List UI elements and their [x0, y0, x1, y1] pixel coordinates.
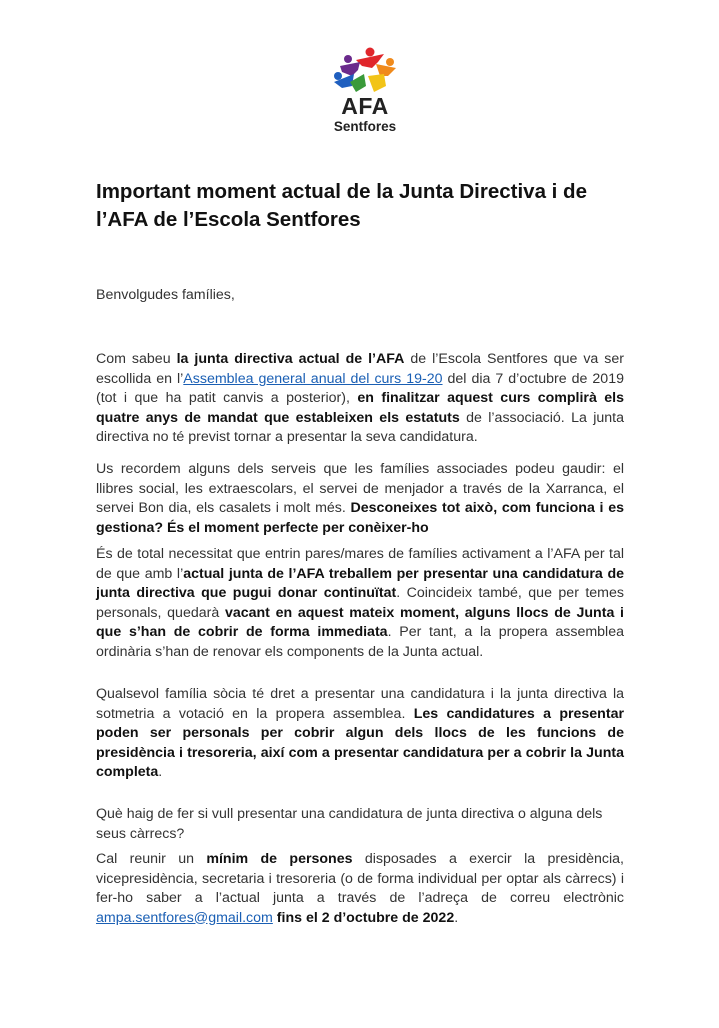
p3-text-3: . Per tant, a la propera assemblea ordinària s’han de renovar els components de la Junta actual.: [96, 624, 624, 660]
p1-bold-1: la junta directiva actual de l’AFA: [176, 351, 405, 367]
assembly-link[interactable]: Assemblea general anual del curs 19-20: [183, 370, 443, 387]
p6-text-1: Cal reunir un: [96, 851, 207, 867]
p3-bold-2: vacant en aquest mateix moment, alguns llocs de Junta i que s’han de cobrir de forma immediata: [96, 604, 624, 640]
p6-text-4: .: [454, 909, 459, 926]
p6-bold-2: fins el 2 d’octubre de 2022: [276, 909, 455, 926]
p1-bold-2: en finalitzar aquest curs complirà els quatre anys de mandat que estableixen els estatuts: [96, 390, 624, 426]
greeting: Benvolgudes famílies,: [96, 287, 235, 303]
p1-text-4: de l’associació. La junta directiva no té previst tornar a presentar la seva candidatura.: [96, 409, 624, 445]
paragraph-3: [96, 545, 624, 662]
email-link[interactable]: ampa.sentfores@gmail.com: [96, 909, 273, 926]
p2-text-1: Us recordem alguns dels serveis que les famílies associades podeu gaudir: el llibres social, les extraescolars, el servei de menjador a través de la Xarranca, el servei Bon dia, els casalets i molt més.: [96, 461, 624, 516]
p4-text-1: Qualsevol família sòcia té dret a presentar una candidatura i la junta directiva la sotmetria a votació en la propera assemblea.: [96, 686, 624, 722]
p4-text-2: .: [158, 764, 163, 780]
p2-bold-1: Desconeixes tot això, com funciona i es gestiona? És el moment perfecte per conèixer-ho: [96, 500, 624, 536]
paragraph-1: [96, 350, 624, 448]
page-title: Important moment actual de la Junta Directiva i de l’AFA de l’Escola Sentfores: [96, 180, 587, 231]
p3-text-1: És de total necessitat que entrin pares/mares de famílies activament a l’AFA per tal de que amb l’: [96, 546, 624, 582]
p4-bold-1: Les candidatures a presentar poden ser personals per cobrir algun dels llocs de les funcions de presidència i tresoreria, així com a presentar candidatura per a cobrir la Junta completa: [96, 705, 624, 780]
paragraph-2: [96, 460, 624, 538]
logo-subtitle: Sentfores: [333, 119, 397, 134]
p3-bold-1: actual junta de l’AFA treballem per presentar una candidatura de junta directiva que pugui donar continuïtat: [96, 565, 624, 601]
p3-text-2: . Coincideix també, que per temes personals, quedarà: [96, 585, 624, 621]
paragraph-6: [96, 850, 624, 928]
afa-figures-icon: [332, 46, 398, 94]
p1-text-1: Com sabeu: [96, 351, 177, 367]
p1-text-3: del dia 7 d’octubre de 2019 (tot i que ha patit canvis a posterior),: [96, 370, 624, 406]
p6-text-2: disposades a exercir la presidència, vicepresidència, secretaria i tresoreria (o de forma individual per optar als càrrecs) i fer-ho saber a l’actual junta a través de l’adreça de correu electrònic: [96, 851, 624, 906]
afa-logo: [320, 46, 410, 138]
p1-text-2: de l’Escola Sentfores que va ser escollida en l’: [96, 351, 625, 387]
paragraph-4: [96, 685, 624, 783]
p6-bold-1: mínim de persones: [206, 851, 353, 867]
logo-name: AFA: [341, 93, 389, 119]
question-paragraph: Què haig de fer si vull presentar una candidatura de junta directiva o alguna dels seus càrrecs?: [96, 806, 603, 842]
